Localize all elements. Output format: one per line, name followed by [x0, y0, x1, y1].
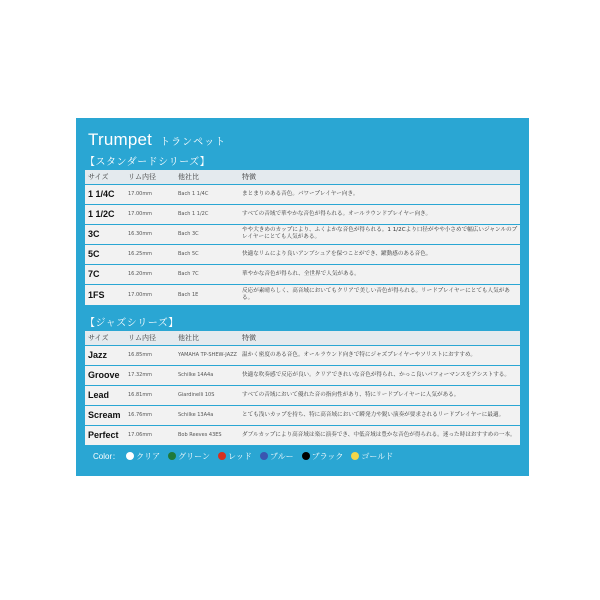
color-option-black	[302, 451, 344, 462]
row-other: YAMAHA TP-SHEW-JAZZ	[175, 345, 239, 365]
header-rim: リム内径	[128, 333, 156, 342]
row-feature: 温かく密度のある音色。オールラウンド向きで特にジャズプレイヤーやソリストにおすすめ。	[239, 345, 520, 365]
row-size: Scream	[85, 405, 125, 425]
row-size: Lead	[85, 385, 125, 405]
color-option-blue	[260, 451, 294, 462]
row-feature: すべての音域において優れた音の指向性があり、特にリードプレイヤーに人気がある。	[239, 385, 520, 405]
color-name: グリーン	[178, 451, 210, 461]
row-feature: ダブルカップにより高音域は楽に演奏でき、中低音域は豊かな音色が得られる。迷った時はおすすめの一本。	[239, 425, 520, 445]
row-other: Bach 5C	[175, 244, 239, 264]
row-other: Giardinelli 10S	[175, 385, 239, 405]
page-title	[88, 130, 520, 156]
color-swatch-icon	[126, 452, 134, 460]
table-header-row	[85, 331, 520, 345]
row-size: 1 1/2C	[85, 204, 125, 224]
row-size: Jazz	[85, 345, 125, 365]
row-rim: 16.30mm	[125, 224, 175, 244]
table-row	[85, 365, 520, 385]
row-feature: とても浅いカップを持ち、特に高音域において瞬発力や鋭い演奏が要求されるリードプレイヤーに最適。	[239, 405, 520, 425]
table-row	[85, 244, 520, 264]
header-other: 他社比	[178, 172, 199, 181]
color-label: Color：	[93, 451, 121, 461]
table-row	[85, 224, 520, 244]
color-option-gold	[351, 451, 393, 462]
color-swatch-icon	[260, 452, 268, 460]
title-japanese: トランペット	[160, 137, 227, 148]
table-row	[85, 184, 520, 204]
color-swatch-icon	[351, 452, 359, 460]
row-feature: やや大きめのカップにより、ふくよかな音色が得られる。1 1/2Cより口径がやや小さめで幅広いジャンルのプレイヤーにとても人気がある。	[239, 224, 520, 244]
color-name: ブラック	[311, 451, 344, 461]
row-other: Schilke 13A4a	[175, 405, 239, 425]
header-feature: 特徴	[242, 333, 256, 342]
row-feature: 反応が素晴らしく、高音域においてもクリアで美しい音色が得られる。リードプレイヤーにとても人気がある。	[239, 284, 520, 305]
row-feature: すべての音域で華やかな音色が得られる。オールラウンドプレイヤー向き。	[239, 204, 520, 224]
row-other: Bach 3C	[175, 224, 239, 244]
row-size: 3C	[85, 224, 125, 244]
header-size: サイズ	[88, 172, 109, 181]
row-rim: 17.32mm	[125, 365, 175, 385]
row-size: 7C	[85, 264, 125, 284]
row-feature: 快適なリムにより良いアンブシュアを保つことができ、躍動感のある音色。	[239, 244, 520, 264]
header-feature: 特徴	[242, 172, 256, 181]
table-header-row	[85, 170, 520, 184]
row-feature: まとまりのある音色。パワープレイヤー向き。	[239, 184, 520, 204]
standard-series-heading: 【スタンダードシリーズ】	[85, 157, 211, 168]
table-row	[85, 405, 520, 425]
row-size: 1 1/4C	[85, 184, 125, 204]
row-size: Groove	[85, 365, 125, 385]
row-rim: 17.00mm	[125, 284, 175, 305]
product-panel	[76, 118, 529, 476]
row-other: Bach 1E	[175, 284, 239, 305]
color-swatch-icon	[302, 452, 310, 460]
row-other: Bach 7C	[175, 264, 239, 284]
row-rim: 17.06mm	[125, 425, 175, 445]
table-row	[85, 345, 520, 365]
row-size: 1FS	[85, 284, 125, 305]
header-other: 他社比	[178, 333, 199, 342]
color-options	[93, 447, 520, 465]
color-option-green	[168, 451, 210, 462]
row-rim: 16.85mm	[125, 345, 175, 365]
table-row	[85, 204, 520, 224]
header-rim: リム内径	[128, 172, 156, 181]
color-option-clear	[126, 451, 160, 462]
row-rim: 16.25mm	[125, 244, 175, 264]
title-english: Trumpet	[88, 130, 153, 149]
row-feature: 快適な吹奏感で反応が良い。クリアできれいな音色が得られ、かっこ良いパフォーマンスをアシストする。	[239, 365, 520, 385]
row-rim: 17.00mm	[125, 184, 175, 204]
color-name: ゴールド	[361, 451, 394, 461]
jazz-series-heading: 【ジャズシリーズ】	[85, 318, 179, 329]
header-size: サイズ	[88, 333, 109, 342]
row-rim: 16.20mm	[125, 264, 175, 284]
table-row	[85, 425, 520, 445]
row-rim: 16.81mm	[125, 385, 175, 405]
row-other: Bach 1 1/2C	[175, 204, 239, 224]
color-name: クリア	[136, 451, 161, 461]
jazz-series-table	[85, 331, 520, 445]
row-rim: 16.76mm	[125, 405, 175, 425]
color-swatch-icon	[218, 452, 226, 460]
row-size: 5C	[85, 244, 125, 264]
table-row	[85, 284, 520, 305]
color-swatch-icon	[168, 452, 176, 460]
color-name: ブルー	[269, 451, 294, 461]
row-other: Bob Reeves 43ES	[175, 425, 239, 445]
row-size: Perfect	[85, 425, 125, 445]
table-row	[85, 385, 520, 405]
standard-series-table	[85, 170, 520, 305]
row-feature: 華やかな音色が得られ、全世界で人気がある。	[239, 264, 520, 284]
color-name: レッド	[227, 451, 252, 461]
table-row	[85, 264, 520, 284]
row-other: Bach 1 1/4C	[175, 184, 239, 204]
color-option-red	[218, 451, 252, 462]
row-rim: 17.00mm	[125, 204, 175, 224]
row-other: Schilke 14A4a	[175, 365, 239, 385]
